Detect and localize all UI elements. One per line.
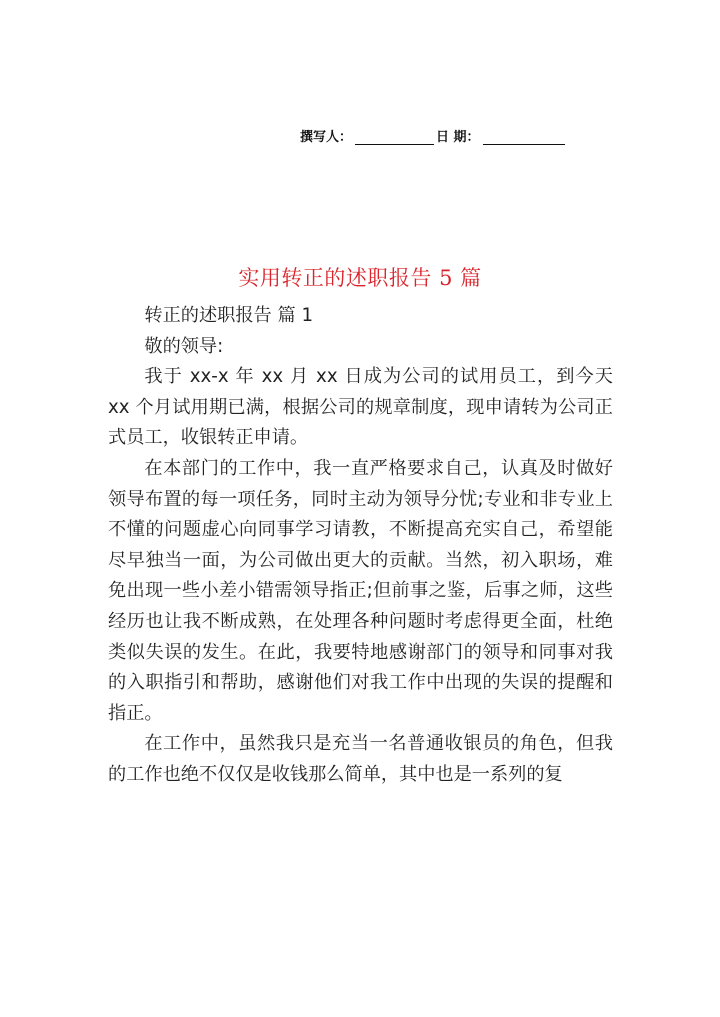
salutation: 敬的领导:	[144, 335, 224, 357]
document-header	[300, 123, 620, 145]
body-paragraph: 在本部门的工作中，我一直严格要求自己，认真及时做好领导布置的每一项任务，同时主动为领导分忧;专业和非专业上不懂的问题虚心向同事学习请教，不断提高充实自己，希望能尽早独当一面，为公司做出更大的贡献。当然，初入职场，难免出现一些小差小错需领导指正;但前事之鉴，后事之师，这些经历也让我不断成熟，在处理各种问题时考虑得更全面，杜绝类似失误的发生。在此，我要特地感谢部门的领导和同事对我的入职指引和帮助，感谢他们对我工作中出现的失误的提醒和指正。	[108, 457, 613, 724]
document-body	[108, 301, 613, 791]
document-title: 实用转正的述职报告 5 篇	[238, 266, 482, 290]
date-label: 日 期：	[436, 130, 480, 145]
body-paragraph: 在工作中，虽然我只是充当一名普通收银员的角色，但我的工作也绝不仅仅是收钱那么简单，其中也是一系列的复	[108, 733, 613, 785]
author-blank-line	[355, 129, 434, 145]
body-paragraph: 我于 xx-x 年 xx 月 xx 日成为公司的试用员工，到今天 xx 个月试用期已满，根据公司的规章制度，现申请转为公司正式员工，收银转正申请。	[108, 366, 613, 449]
date-blank-line	[483, 129, 565, 145]
author-label: 撰写人：	[300, 130, 353, 145]
section-heading: 转正的述职报告 篇 1	[144, 305, 314, 326]
